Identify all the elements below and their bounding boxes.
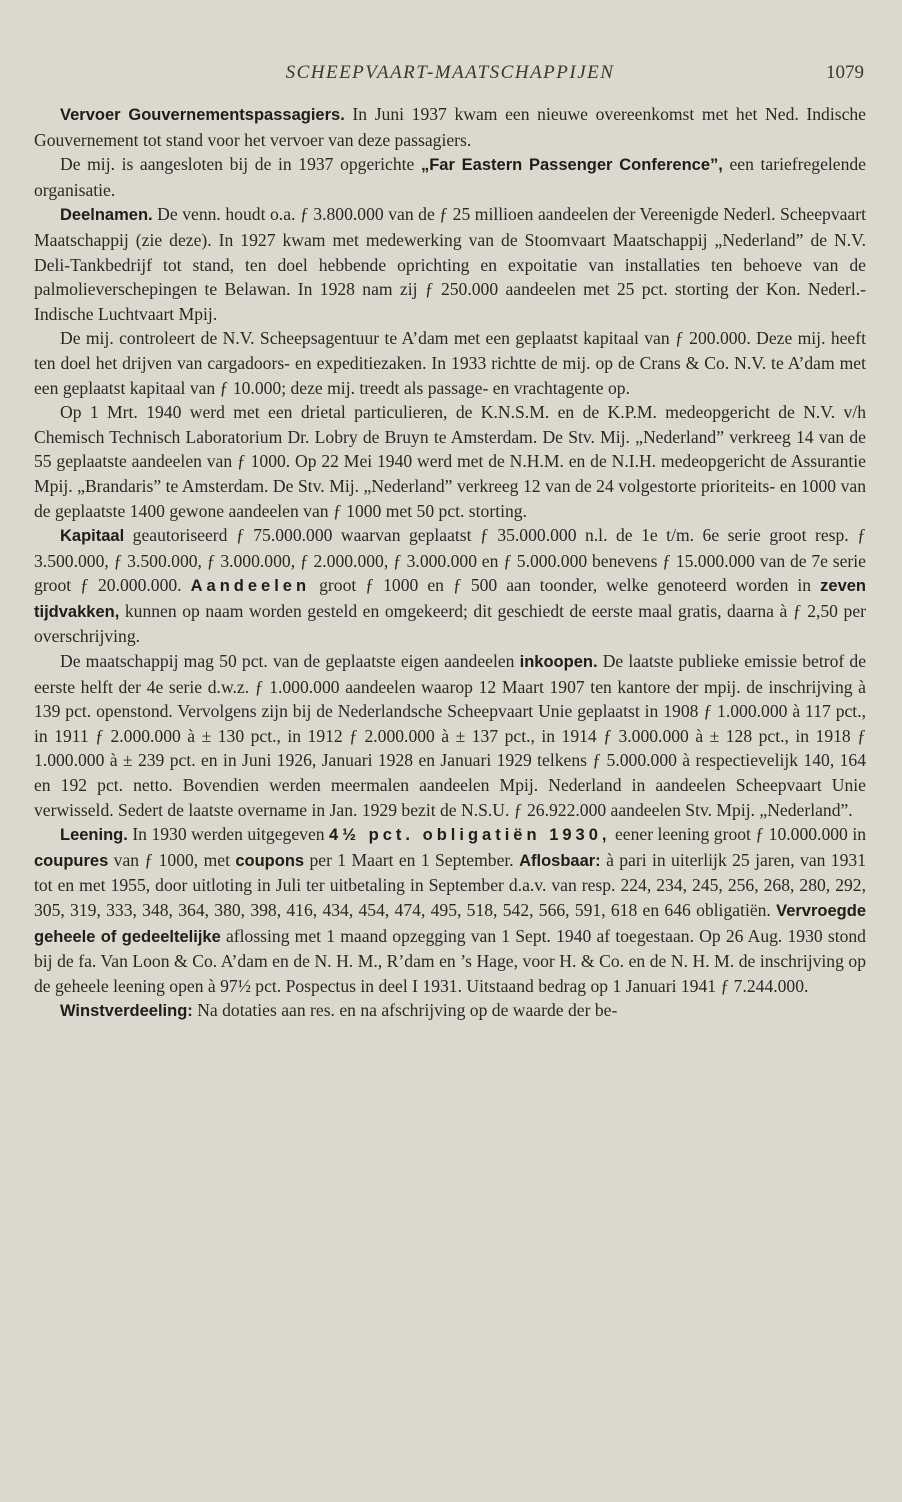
text-run: een tariefregelende organisatie. (34, 154, 866, 200)
bold-term: Aflosbaar: (519, 851, 601, 870)
text-run: geautoriseerd ƒ 75.000.000 waarvan geplaatst ƒ 35.000.000 n.l. de 1e t/m. 6e serie groot resp. ƒ 3.500.000, ƒ 3.500.000, ƒ 3.000.000, ƒ 2.000.000, ƒ 3.000.000 en ƒ 5.000.000 benevens ƒ 15.000.000 van de 7e serie groot ƒ 20.000.000. (34, 525, 866, 596)
text-run: Na dotaties aan res. en na afschrijving op de waarde der be- (192, 1000, 618, 1021)
running-head (34, 62, 866, 88)
bold-term: coupons (235, 851, 305, 870)
text-run: In 1930 werden uitgegeven (127, 824, 330, 845)
running-title: SCHEEPVAART-MAATSCHAPPIJEN (285, 62, 615, 83)
bold-term: Vervroegde geheele of gedeeltelijke (34, 902, 866, 946)
text-run: per 1 Maart en 1 September. (304, 849, 520, 870)
paragraph (34, 998, 866, 1024)
body-text (34, 102, 866, 1024)
text-run: aflossing met 1 maand opzegging van 1 Sept. 1940 af toegestaan. Op 26 Aug. 1930 stond bij de fa. Van Loon & Co. A’dam en de N. H. M., R’dam en ’s Hage, voor H. & Co. en de N. H. M. de inschrijving op de geheele leening open à 97½ pct. Pospectus in deel I 1931. Uitstaand bedrag op 1 Januari 1941 ƒ 7.244.000. (34, 925, 866, 996)
paragraph (34, 152, 866, 202)
bold-term: Winstverdeeling: (60, 1002, 193, 1021)
bold-term: 4½ pct. obligatiën 1930, (329, 826, 611, 845)
text-run: kunnen op naam worden gesteld en omgekeerd; dit geschiedt de eerste maal gratis, daarna à ƒ 2,50 per overschrijving. (34, 600, 866, 647)
paragraph (34, 649, 866, 822)
paragraph (34, 523, 866, 649)
text-run: De venn. houdt o.a. ƒ 3.800.000 van de ƒ 25 millioen aandeelen der Vereenigde Nederl. Scheepvaart Maatschappij (zie deze). In 1927 kwam met medewerking van de Stoomvaart Maatschappij „Nederland” de N.V. Deli-Tankbedrijf tot stand, ten doel hebbende oprichting en expoitatie van installaties ten behoeve van de palmolieverschepingen te Belawan. In 1928 nam zij ƒ 250.000 aandeelen met 25 pct. storting der Kon. Nederl.-Indische Luchtvaart Mpij. (34, 204, 866, 324)
page-number: 1079 (826, 62, 864, 83)
bold-term: Aandeelen (190, 577, 311, 596)
text-run: In Juni 1937 kwam een nieuwe overeenkomst met het Ned. Indische Gouvernement tot stand voor het vervoer van deze passagiers. (34, 104, 866, 150)
bold-term: „Far Eastern Passenger Conference”, (420, 156, 723, 175)
text-run: groot ƒ 1000 en ƒ 500 aan toonder, welke genoteerd worden in (310, 575, 821, 596)
text-run: De laatste publieke emissie betrof de eerste helft der 4e serie d.w.z. ƒ 1.000.000 aandeelen waarop 12 Maart 1907 ten kantore der mpij. de inschrijving à 139 pct. openstond. Vervolgens zijn bij de Nederlandsche Scheepvaart Unie geplaatst in 1908 ƒ 1.000.000 à 117 pct., in 1911 ƒ 2.000.000 à ± 130 pct., in 1912 ƒ 2.000.000 à ± 137 pct., in 1914 ƒ 3.000.000 à ± 128 pct., in 1918 ƒ 1.000.000 à ± 239 pct. en in Juni 1926, Januari 1928 en Januari 1929 telkens ƒ 5.000.000 à respectievelijk 140, 164 en 192 pct. netto. Bovendien werden meermalen aandeelen Mpij. Nederland in aandeelen Scheepvaart Unie verwisseld. Sedert de laatste overname in Jan. 1929 bezit de N.S.U. ƒ 26.922.000 aandeelen Stv. Mpij. „Nederland”. (34, 651, 867, 820)
bold-term: inkoopen. (519, 653, 598, 672)
text-run: van ƒ 1000, met (108, 849, 236, 870)
bold-term: Leening. (60, 826, 128, 845)
bold-term: Deelnamen. (60, 206, 153, 225)
bold-term: zeven tijdvakken, (34, 577, 866, 621)
paragraph (34, 202, 866, 326)
paragraph (34, 326, 866, 400)
text-run: Op 1 Mrt. 1940 werd met een drietal particulieren, de K.N.S.M. en de K.P.M. medeopgericht de N.V. v/h Chemisch Technisch Laboratorium Dr. Lobry de Bruyn te Amsterdam. De Stv. Mij. „Nederland” verkreeg 14 van de 55 geplaatste aandeelen van ƒ 1000. Op 22 Mei 1940 werd met de N.H.M. en de N.I.H. medeopgericht de Assurantie Mpij. „Brandaris” te Amsterdam. De Stv. Mij. „Nederland” verkreeg 12 van de 24 volgestorte prioriteits- en 1000 van de geplaatste 1400 gewone aandeelen van ƒ 1000 met 50 pct. storting. (34, 402, 866, 521)
text-run: eener leening groot ƒ 10.000.000 in (610, 824, 866, 845)
paragraph (34, 400, 866, 523)
paragraph (34, 102, 866, 152)
text-run: De mij. is aangesloten bij de in 1937 opgerichte (60, 154, 421, 175)
bold-term: Vervoer Gouvernementspassagiers. (60, 106, 345, 124)
text-run: De mij. controleert de N.V. Scheepsagentuur te A’dam met een geplaatst kapitaal van ƒ 200.000. Deze mij. heeft ten doel het drijven van cargadoors- en expeditiezaken. In 1933 richtte de mij. op de Crans & Co. N.V. te A’dam met een geplaatst kapitaal van ƒ 10.000; deze mij. treedt als passage- en vrachtagente op. (34, 328, 866, 398)
bold-term: coupures (34, 851, 109, 870)
paragraph (34, 822, 866, 998)
text-run: De maatschappij mag 50 pct. van de geplaatste eigen aandeelen (60, 651, 520, 672)
bold-term: Kapitaal (60, 527, 125, 546)
text-run: à pari in uiterlijk 25 jaren, van 1931 tot en met 1955, door uitloting in Juli ter uitbetaling in September d.a.v. van resp. 224, 234, 245, 256, 268, 280, 292, 305, 319, 333, 348, 364, 380, 398, 416, 434, 454, 474, 495, 518, 542, 566, 591, 618 en 646 obligatiën. (34, 849, 866, 920)
